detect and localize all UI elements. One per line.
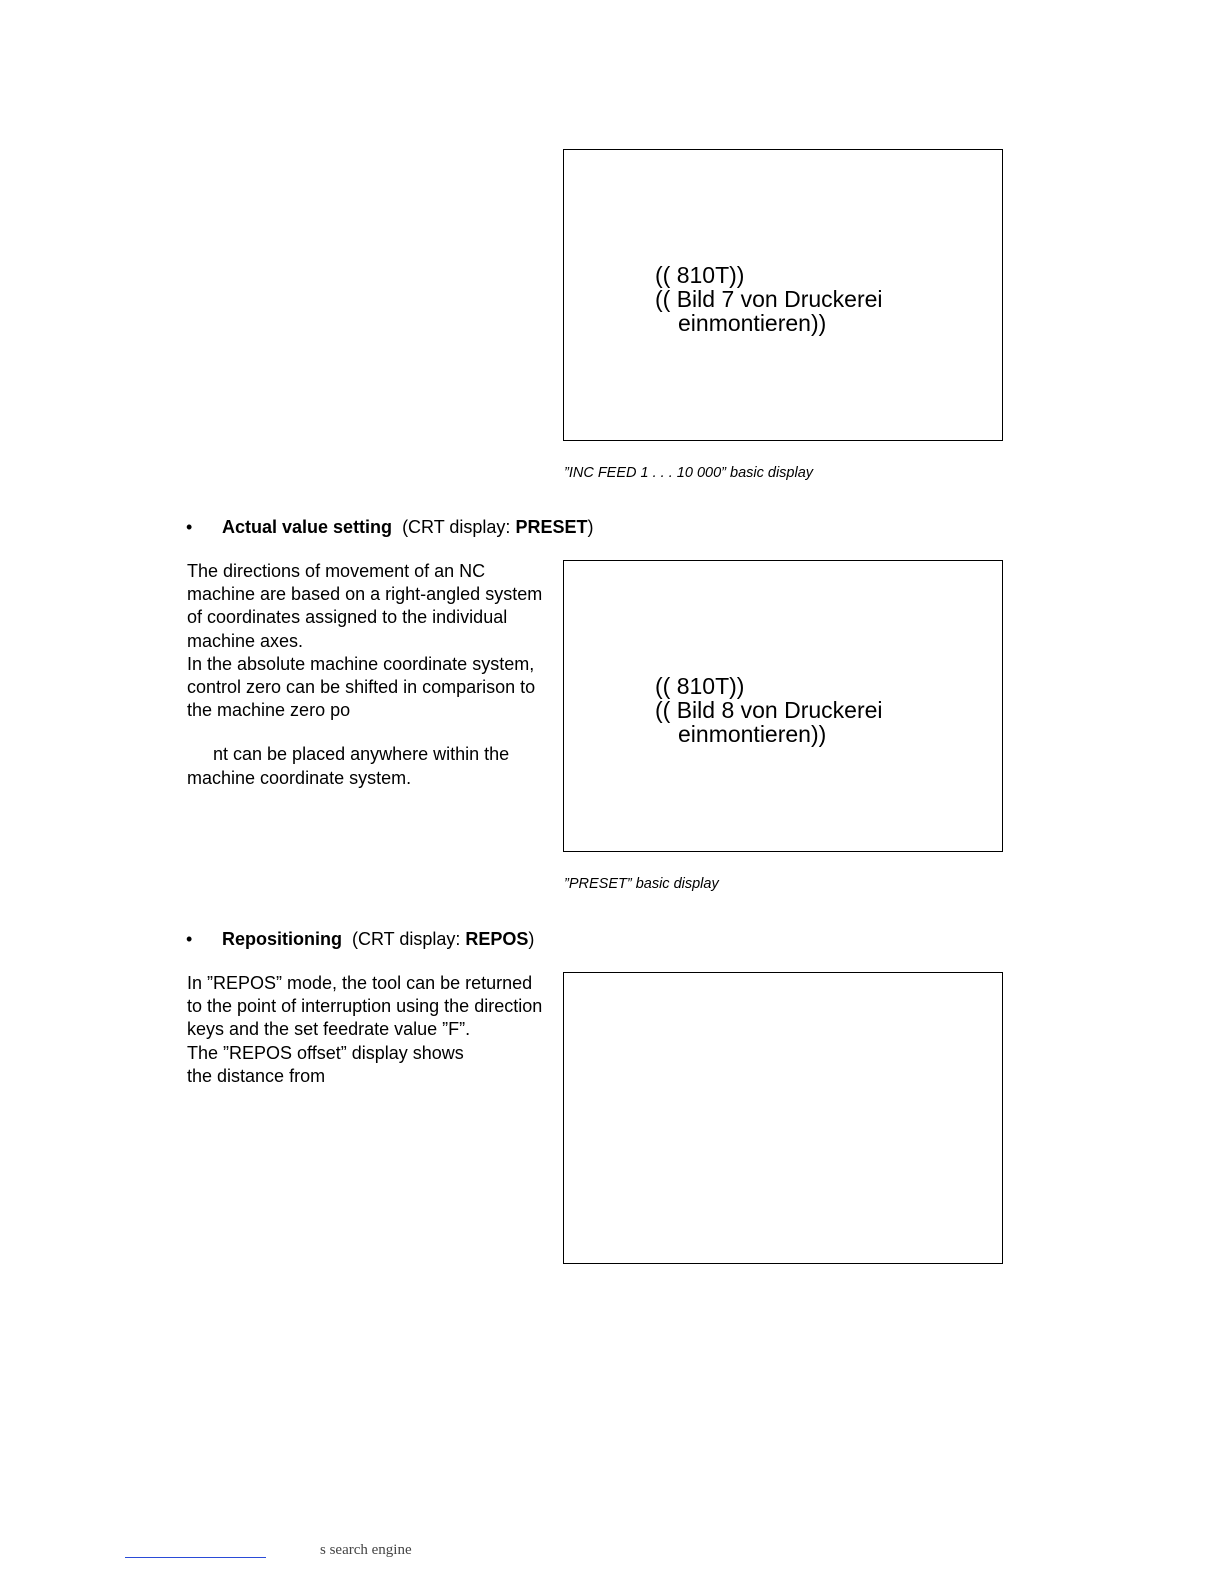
figure-caption-2: ”PRESET” basic display — [564, 876, 719, 892]
crt-code: REPOS — [465, 929, 529, 949]
figure-placeholder-2 — [563, 560, 1003, 852]
crt-suffix: ) — [587, 517, 594, 537]
crt-suffix: ) — [528, 929, 535, 949]
section-body-repos — [187, 972, 547, 1088]
figure-line-3: einmontieren)) — [678, 721, 827, 747]
footer-link-underline[interactable] — [125, 1557, 266, 1558]
section-title: Actual value setting — [222, 517, 393, 537]
crt-code: PRESET — [515, 517, 588, 537]
section-heading-repos — [186, 929, 534, 950]
crt-prefix: (CRT display: — [402, 517, 516, 537]
figure-line-1: (( 810T)) — [655, 673, 745, 699]
figure-placeholder-1 — [563, 149, 1003, 441]
figure-line-2: (( Bild 7 von Druckerei — [655, 286, 883, 312]
figure-placeholder-3 — [563, 972, 1003, 1264]
figure-caption-1: ”INC FEED 1 . . . 10 000” basic display — [564, 465, 814, 481]
footer-text: s search engine — [320, 1542, 412, 1558]
paragraph: The directions of movement of an NC machine are based on a right-angled system of coordinates assigned to the individual machine axes. — [187, 561, 543, 651]
crt-prefix: (CRT display: — [352, 929, 466, 949]
figure-line-3: einmontieren)) — [678, 310, 827, 336]
figure-placeholder-text — [655, 263, 883, 335]
bullet: • — [186, 517, 193, 537]
figure-placeholder-text — [655, 674, 883, 746]
paragraph: nt can be placed anywhere within the machine coordinate system. — [187, 744, 510, 788]
section-body-preset — [187, 560, 547, 790]
figure-line-1: (( 810T)) — [655, 262, 745, 288]
section-heading-preset — [186, 517, 593, 538]
paragraph: In the absolute machine coordinate system, control zero can be shifted in comparison to the machine zero po — [187, 653, 536, 721]
figure-line-2: (( Bild 8 von Druckerei — [655, 697, 883, 723]
paragraph: In ”REPOS” mode, the tool can be returned to the point of interruption using the direction keys and the set feedrate value ”F”. — [187, 973, 543, 1040]
paragraph: The ”REPOS offset” display shows — [187, 1042, 464, 1063]
section-title: Repositioning — [222, 929, 342, 949]
bullet: • — [186, 929, 193, 949]
paragraph: the distance from — [187, 1065, 326, 1086]
